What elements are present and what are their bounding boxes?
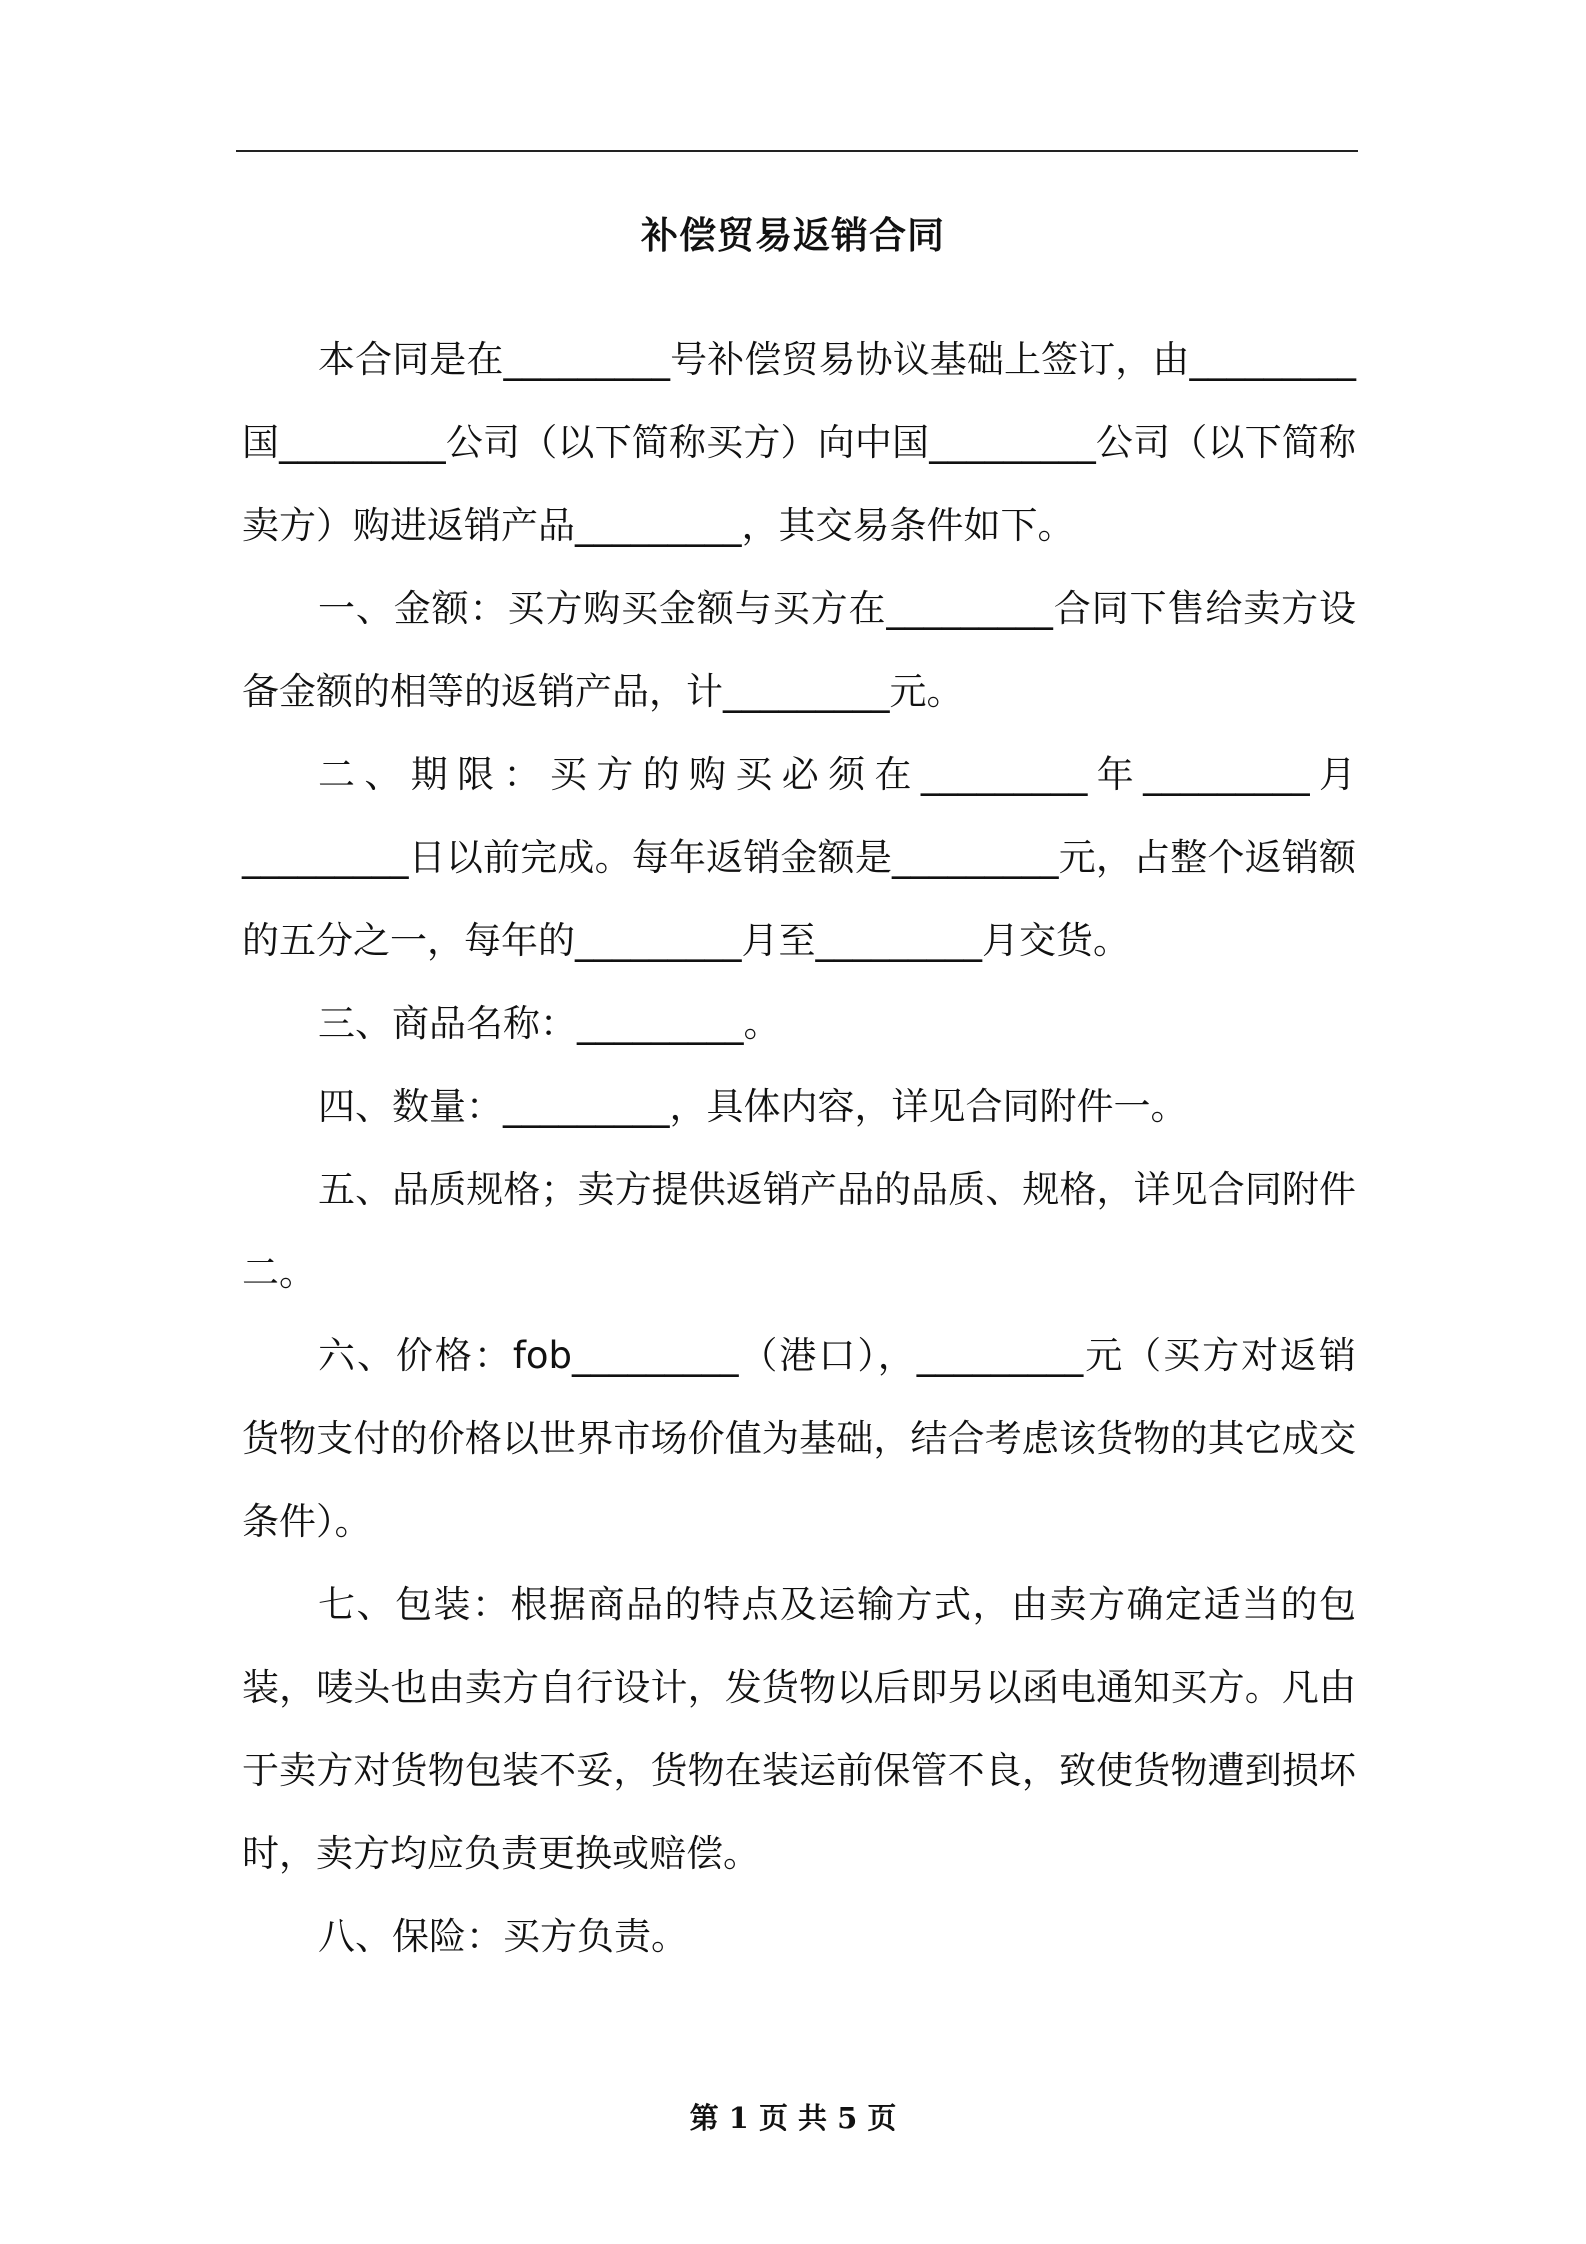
clause-quantity: 四、数量：_________，具体内容，详见合同附件一。 — [318, 1085, 1188, 1128]
document-title: 补偿贸易返销合同 — [641, 214, 945, 257]
clause-term: 二、期限：买方的购买必须在_________年_________月_________日以前完成。每年返销金额是_________元，占整个返销额的五分之一，每年的_________月至_________月交货。 — [242, 753, 1356, 962]
clause-price: 六、价格：fob_________（港口），_________元（买方对返销货物支付的价格以世界市场价值为基础，结合考虑该货物的其它成交条件）。 — [242, 1334, 1356, 1543]
clause-packing: 七、包装：根据商品的特点及运输方式，由卖方确定适当的包装，唛头也由卖方自行设计，发货物以后即另以函电通知买方。凡由于卖方对货物包装不妥，货物在装运前保管不良，致使货物遭到损坏时，卖方均应负责更换或赔偿。 — [242, 1583, 1356, 1875]
header-rule — [236, 150, 1358, 152]
clause-insurance: 八、保险：买方负责。 — [318, 1915, 688, 1958]
page-number-footer: 第 1 页 共 5 页 — [689, 2101, 897, 2135]
paragraph-intro: 本合同是在_________号补偿贸易协议基础上签订，由_________国_________公司（以下简称买方）向中国_________公司（以下简称卖方）购进返销产品_________，其交易条件如下。 — [242, 338, 1356, 547]
clause-amount: 一、金额：买方购买金额与买方在_________合同下售给卖方设备金额的相等的返销产品，计_________元。 — [242, 587, 1356, 713]
clause-quality: 五、品质规格；卖方提供返销产品的品质、规格，详见合同附件二。 — [242, 1168, 1356, 1294]
clause-product-name: 三、商品名称：_________。 — [318, 1002, 781, 1045]
document-body — [242, 318, 1356, 1978]
